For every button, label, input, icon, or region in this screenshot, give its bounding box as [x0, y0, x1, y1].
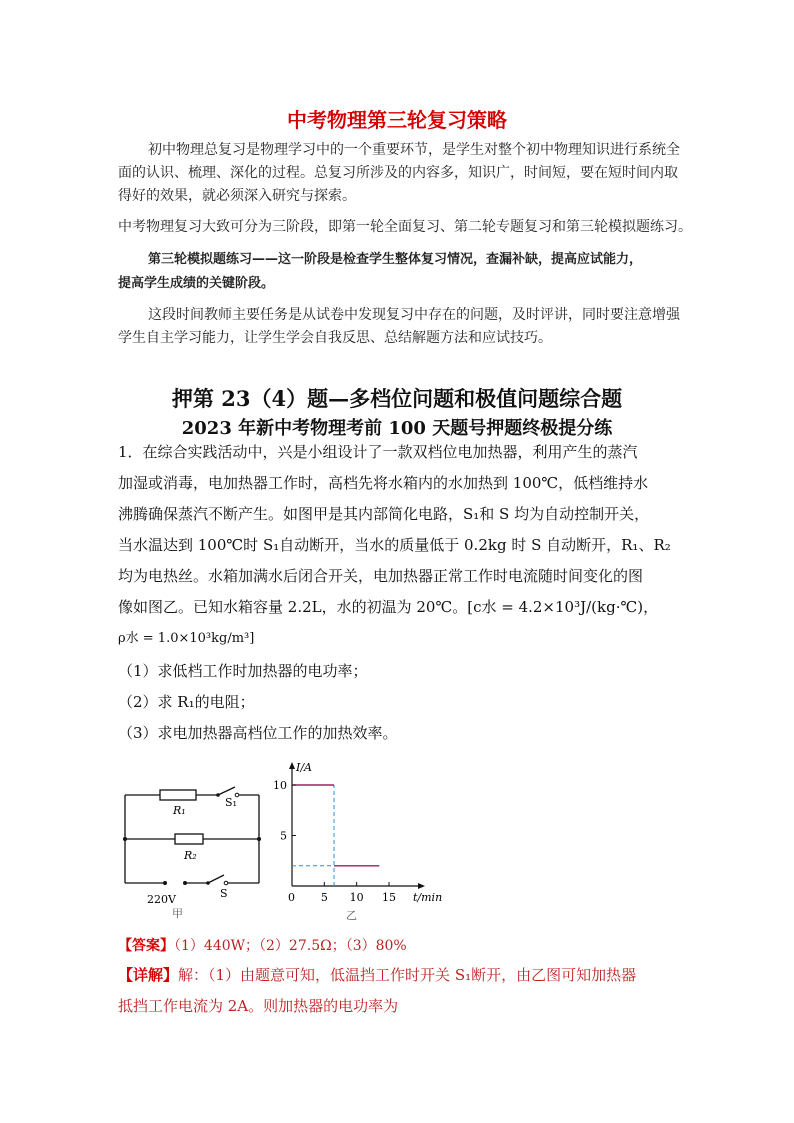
x-tick-label: 15 [382, 891, 396, 904]
y-tick-label: 5 [280, 829, 287, 843]
label-s: S [220, 887, 228, 900]
answer-tag: 【答案】 [118, 938, 174, 954]
origin-label: 0 [288, 891, 295, 904]
question-part-2: （2）求 R₁的电阻； [118, 693, 255, 711]
label-voltage: 220V [147, 893, 176, 906]
current-time-chart [268, 755, 448, 925]
intro-line: 提高学生成绩的关键阶段。 [118, 276, 275, 291]
intro-paragraph-4 [118, 304, 680, 350]
intro-line: 这段时间教师主要任务是从试卷中发现复习中存在的问题，及时评讲，同时要注意增强 [148, 307, 680, 323]
explanation [118, 960, 636, 1022]
intro-line: 初中物理总复习是物理学习中的一个重要环节，是学生对整个初中物理知识进行系统全 [148, 142, 680, 158]
y-axis-label: I/A [296, 761, 312, 774]
switch-s [208, 875, 224, 883]
intro-line: 得好的效果，就必须深入研究与探索。 [118, 188, 356, 204]
question-line: ρ水 = 1.0×10³kg/m³] [118, 631, 255, 646]
question-line: 当水温达到 100℃时 S₁自动断开，当水的质量低于 0.2kg 时 S 自动断开，R₁、R₂ [118, 536, 671, 554]
explanation-tag: 【详解】 [118, 966, 179, 984]
section-subheading: 2023 年新中考物理考前 100 天题号押题终极提分练 [181, 418, 613, 439]
question-part-3: （3）求电加热器高档位工作的加热效率。 [118, 724, 398, 742]
explanation-text: 解：（1）由题意可知，低温挡工作时开关 S₁断开，由乙图可知加热器 [178, 966, 637, 984]
explanation-line: 抵挡工作电流为 2A。则加热器的电功率为 [118, 997, 399, 1015]
question-line: 像如图乙。已知水箱容量 2.2L，水的初温为 20℃。[c水 = 4.2×10³J/(kg·℃)， [118, 598, 659, 616]
y-tick-label: 10 [273, 779, 287, 792]
resistor-r1 [160, 790, 196, 800]
figure-caption-jia: 甲 [172, 907, 183, 920]
intro-paragraph-3 [118, 248, 642, 296]
intro-line: 第三轮模拟题练习——这一阶段是检查学生整体复习情况，查漏补缺，提高应试能力， [148, 252, 643, 267]
answer-text: （1）440W；（2）27.5Ω；（3）80% [174, 938, 407, 954]
intro-line: 面的认识、梳理、深化的过程。总复习所涉及的内容多，知识广，时间短，要在短时间内取 [118, 165, 678, 181]
section-heading: 押第 23（4）题—多档位问题和极值问题综合题 [171, 386, 623, 411]
x-axis-label: t/min [413, 891, 443, 904]
explanation-line [118, 960, 636, 991]
question-line: 沸腾确保蒸汽不断产生。如图甲是其内部简化电路，S₁和 S 均为自动控制开关， [118, 505, 650, 523]
question-part-1: （1）求低档工作时加热器的电功率； [118, 662, 368, 680]
label-r1: R₁ [173, 804, 186, 817]
resistor-r2 [175, 834, 203, 844]
label-s1: S₁ [225, 796, 237, 809]
intro-line: 学生自主学习能力，让学生学会自我反思、总结解题方法和应试技巧。 [118, 330, 552, 346]
x-tick-label: 10 [349, 891, 364, 904]
x-tick-label: 5 [320, 891, 328, 904]
switch-s1 [218, 787, 235, 795]
figure-caption-yi: 乙 [346, 909, 357, 922]
y-axis-arrow [289, 762, 295, 769]
answer-line [118, 935, 407, 955]
question-line: 加湿或消毒，电加热器工作时，高档先将水箱内的水加热到 100℃，低档维持水 [118, 474, 649, 492]
page-title: 中考物理第三轮复习策略 [287, 108, 507, 132]
question-line: 均为电热丝。水箱加满水后闭合开关，电加热器正常工作时电流随时间变化的图 [118, 567, 644, 585]
intro-paragraph-2: 中考物理复习大致可分为三阶段，即第一轮全面复习、第二轮专题复习和第三轮模拟题练习。 [118, 219, 692, 235]
label-r2: R₂ [184, 849, 197, 862]
x-axis-arrow [418, 883, 425, 889]
question-body [118, 437, 671, 749]
circuit-diagram [118, 770, 268, 920]
question-line: 1．在综合实践活动中，兴是小组设计了一款双档位电加热器，利用产生的蒸汽 [118, 443, 638, 461]
intro-paragraph-1 [118, 139, 688, 208]
